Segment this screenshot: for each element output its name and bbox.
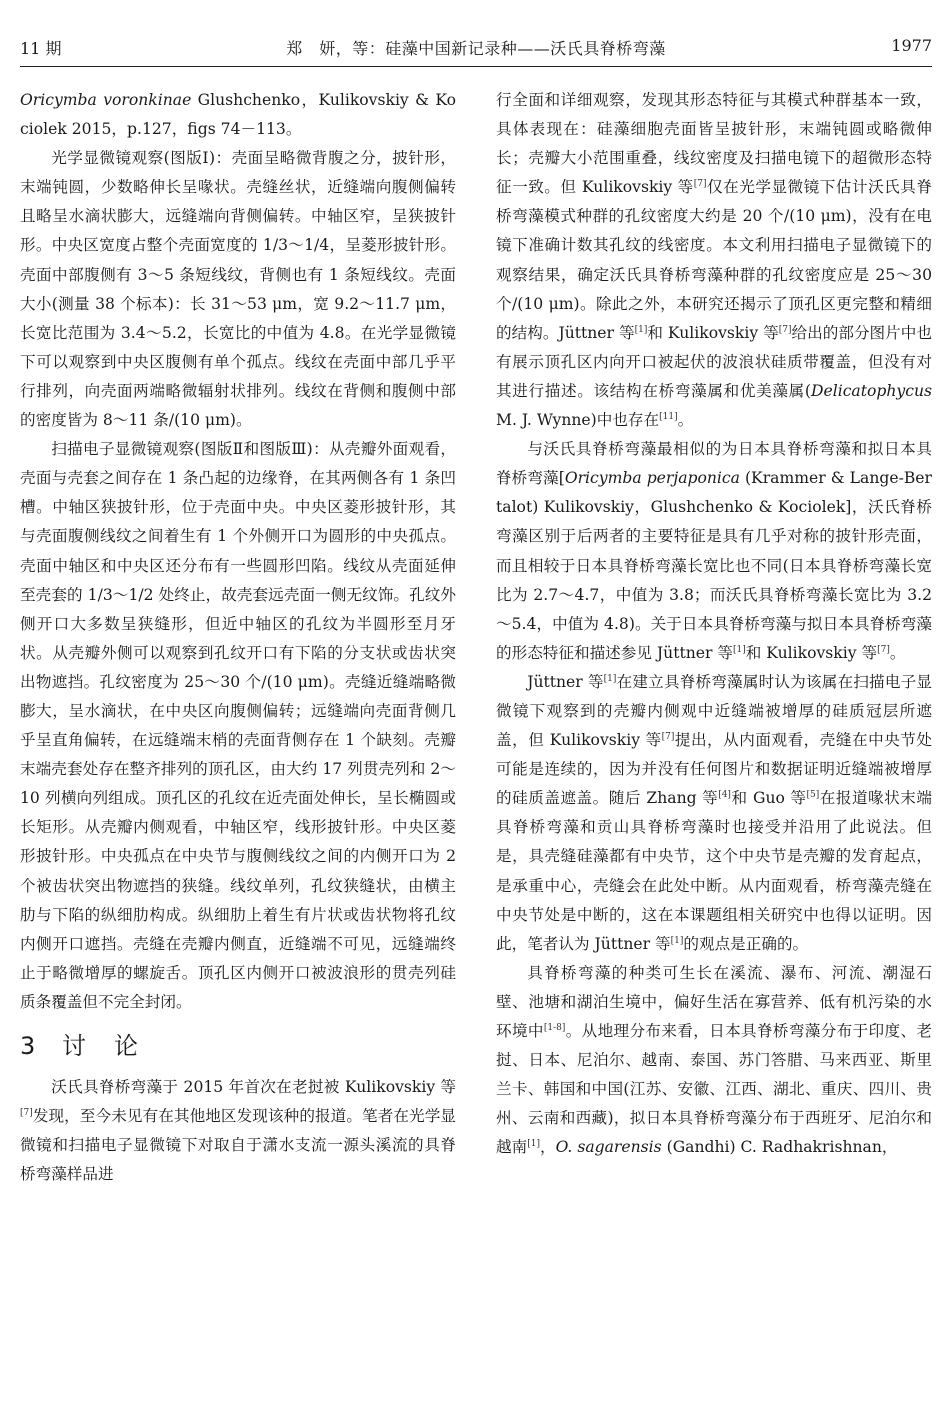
citation-ref: [1]: [603, 673, 617, 684]
citation-ref: [4]: [718, 790, 731, 801]
paragraph-comparison: [496, 435, 932, 668]
section-number: 3: [20, 1032, 38, 1060]
citation-ref: [5]: [806, 790, 820, 801]
text-run: ，: [539, 1138, 556, 1157]
paragraph-sem: 扫描电子显微镜观察(图版Ⅱ和图版Ⅲ)：从壳瓣外面观看，壳面与壳套之间存在 1 条凸起的边缘脊，在其两侧各有 1 条凹槽。中轴区狭披针形，位于壳面中央。中央区菱形披针形，其与壳面腹侧线纹之间着生有 1 个外侧开口为圆形的中央孤点。壳面中轴区和中央区还分布有一些圆形凹陷。线纹从壳面延伸至壳套的 1/3～1/2 处终止，故壳套远壳面一侧无纹饰。孔纹外侧开口大多数呈狭缝形，但近中轴区的孔纹为半圆形至月牙状。从壳瓣外侧可以观察到孔纹开口有下陷的分支状或齿状突出物遮挡。孔纹密度为 25～30 个/(10 μm)。壳缝近缝端略微膨大，呈水滴状，在中央区向腹侧偏转；远缝端向壳面背侧几乎呈直角偏转，在远缝端末梢的壳面背侧存在 1 个缺刻。壳瓣末端壳套处存在整齐排列的顶孔区，由大约 17 列贯壳列和 2～10 列横向列组成。顶孔区的孔纹在近壳面处伸长，呈长椭圆或长矩形。从壳瓣内侧观看，中轴区窄，线形披针形。中央区菱形披针形。中央孤点在中央节与腹侧线纹之间的内侧开口为 2 个被齿状突出物遮挡的狭缝。线纹单列，孔纹狭缝状，由横主肋与下陷的纵细肋构成。纵细肋上着生有片状或齿状物将孔纹内侧开口遮挡。壳缝在壳瓣内侧直，近缝端不可见，远缝端终止于略微增厚的螺旋舌。顶孔区内侧开口被波浪形的贯壳列硅质条覆盖但不完全封闭。: [20, 440, 456, 1011]
citation-ref: [7]: [693, 179, 707, 190]
citation-ref: [7]: [20, 1107, 33, 1118]
header-rule: [20, 66, 932, 67]
left-column: [20, 86, 456, 1189]
section-title: 讨 论: [62, 1032, 140, 1060]
text-run: 和 Kulikovskiy 等: [745, 643, 878, 662]
text-run: 和 Kulikovskiy 等: [647, 323, 779, 342]
text-run: (Krammer & Lange-Bertalot) Kulikovskiy，Glushchenko & Kociolek]，沃氏脊桥弯藻区别于后两者的主要特征是具有几乎对称的披针形壳面，而且相较于日本具脊桥弯藻长宽比也不同(日本具脊桥弯藻长宽比为 2.7～4.7，中值为 3.8；而沃氏具脊桥弯藻长宽比为 3.2～5.4，中值为 4.8)。关于日本具脊桥弯藻与拟日本具脊桥弯藻的形态特征和描述参见 Jüttner 等: [496, 469, 932, 662]
species-name: Oricymba voronkinae: [20, 91, 192, 109]
citation-ref: [1]: [670, 935, 684, 946]
text-run: 给出的部分图片中也有展示顶孔区内向开口被起伏的波浪状硅质带覆盖，但没有对其进行描述。该结构在桥弯藻属和优美藻属(: [496, 323, 932, 400]
species-name: O. sagarensis: [555, 1138, 662, 1157]
text-run: 和 Guo 等: [730, 789, 807, 808]
running-header: [20, 36, 932, 62]
text-run: 行全面和详细观察，发现其形态特征与其模式种群基本一致，具体表现在：硅藻细胞壳面皆呈披针形，末端钝圆或略微伸长；壳瓣大小范围重叠，线纹密度及扫描电镜下的超微形态特征一致。但 Kulikovskiy 等: [496, 91, 932, 197]
text-run: 与沃氏具脊桥弯藻最相似的为日本具脊桥弯藻和拟日本具脊桥弯藻[: [496, 440, 932, 488]
citation-ref: [7]: [661, 731, 675, 742]
text-run: 仅在光学显微镜下估计沃氏具脊桥弯藻模式种群的孔纹密度大约是 20 个/(10 μm)，没有在电镜下准确计数其孔纹的线密度。本文利用扫描电子显微镜下的观察结果，确定沃氏具脊桥弯藻种群的孔纹密度应是 25～30 个/(10 μm)。除此之外，本研究还揭示了顶孔区更完整和精细的结构。Jüttner 等: [496, 178, 932, 342]
species-citation: [20, 86, 456, 144]
text-run: 在建立具脊桥弯藻属时认为该属在扫描电子显微镜下观察到的壳瓣内侧观中近缝端被增厚的硅质冠层所遮盖，但 Kulikovskiy 等: [496, 672, 932, 750]
text-run: (Gandhi) C. Radhakrishnan，: [661, 1138, 898, 1157]
paragraph-continued: [496, 86, 932, 435]
text-run: 。: [677, 411, 694, 430]
issue-number: 11 期: [20, 39, 62, 58]
citation-authors: Glushchenko，Kulikovskiy & Kociolek 2015，p.127，figs 74－113。: [20, 91, 456, 139]
paragraph-habitat: [496, 959, 932, 1163]
text-run: 沃氏具脊桥弯藻于 2015 年首次在老挝被 Kulikovskiy 等: [51, 1078, 456, 1096]
page-number: 1977: [891, 36, 932, 55]
right-column: [496, 86, 932, 1162]
citation-ref: [1]: [733, 644, 746, 655]
citation-ref: [1]: [634, 324, 648, 335]
text-run: Jüttner 等: [527, 672, 604, 691]
text-run: 。从地理分布来看，日本具脊桥弯藻分布于印度、老挝、日本、尼泊尔、越南、泰国、苏门答腊、马来西亚、斯里兰卡、韩国和中国(江苏、安徽、江西、湖北、重庆、四川、贵州、云南和西藏)，拟日本具脊桥弯藻分布于西班牙、尼泊尔和越南: [496, 1022, 932, 1157]
citation-ref: [7]: [877, 644, 890, 655]
genus-name: Delicatophycus: [810, 381, 932, 400]
paragraph-light-microscopy: 光学显微镜观察(图版Ⅰ)：壳面呈略微背腹之分，披针形，末端钝圆，少数略伸长呈喙状。壳缝丝状，近缝端向腹侧偏转且略呈水滴状膨大，远缝端向背侧偏转。中轴区窄，呈狭披针形。中央区宽度占整个壳面宽度的 1/3～1/4，呈菱形披针形。壳面中部腹侧有 3～5 条短线纹，背侧也有 1 条短线纹。壳面大小(测量 38 个标本)：长 31～53 μm，宽 9.2～11.7 μm，长宽比范围为 3.4～5.2，长宽比的中值为 4.8。在光学显微镜下可以观察到中央区腹侧有单个孤点。线纹在壳面中部几乎平行排列，向壳面两端略微辐射状排列。线纹在背侧和腹侧中部的密度皆为 8～11 条/(10 μm)。: [20, 149, 456, 430]
citation-ref: [7]: [778, 324, 792, 335]
text-run: M. J. Wynne)中也存在: [496, 411, 660, 430]
species-name: Oricymba perjaponica: [564, 469, 740, 488]
citation-ref: [1]: [527, 1139, 540, 1150]
text-run: 发现，至今未见有在其他地区发现该种的报道。笔者在光学显微镜和扫描电子显微镜下对取自于潇水支流一源头溪流的具脊桥弯藻样品进: [20, 1107, 456, 1184]
section-heading-discussion: [20, 1029, 456, 1063]
text-run: 。: [889, 643, 906, 662]
text-run: 具脊桥弯藻的种类可生长在溪流、瀑布、河流、潮湿石壁、池塘和湖泊生境中，偏好生活在寡营养、低有机污染的水环境中: [496, 963, 932, 1040]
citation-ref: [1-8]: [543, 1022, 566, 1033]
running-title: 郑 妍，等：硅藻中国新记录种——沃氏具脊桥弯藻: [286, 39, 666, 58]
citation-ref: [11]: [659, 411, 678, 422]
text-run: 在报道喙状末端具脊桥弯藻和贡山具脊桥弯藻时也接受并沿用了此说法。但是，具壳缝硅藻都有中央节，这个中央节是壳瓣的发育起点，是承重中心，壳缝会在此处中断。从内面观看，桥弯藻壳缝在中央节处是中断的，这在本课题组相关研究中也得以证明。因此，笔者认为 Jüttner 等: [496, 789, 932, 953]
paragraph-discussion-1: [20, 1073, 456, 1189]
text-run: 提出，从内面观看，壳缝在中央节处可能是连续的，因为并没有任何图片和数据证明近缝端被增厚的硅质盖遮盖。随后 Zhang 等: [496, 731, 932, 808]
text-run: 的观点是正确的。: [683, 934, 809, 953]
paragraph-raphe: [496, 668, 932, 959]
